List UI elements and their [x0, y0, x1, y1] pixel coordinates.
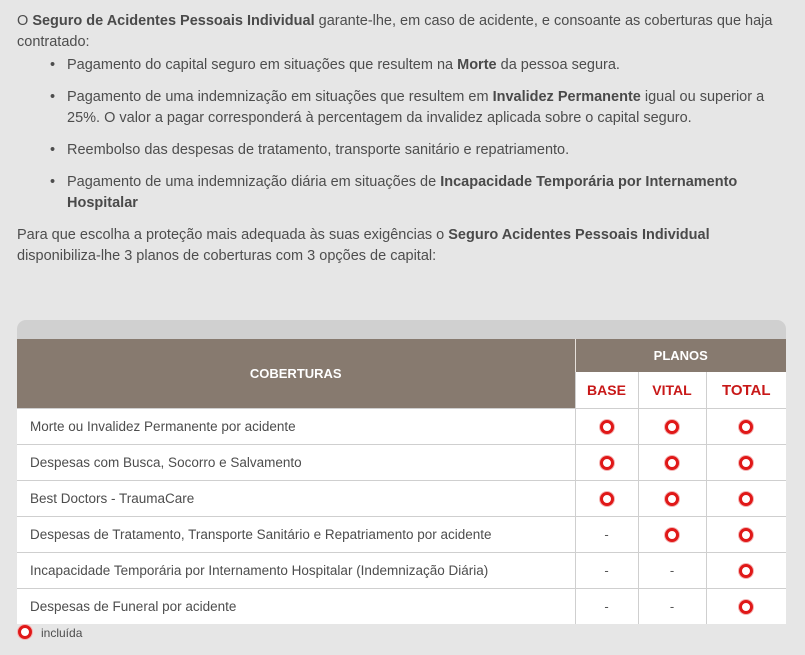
- included-circle-icon: [739, 528, 753, 542]
- coverage-list: [17, 55, 789, 214]
- coverage-name: Despesas de Funeral por acidente: [17, 589, 575, 625]
- included-circle-icon: [739, 456, 753, 470]
- coverage-item: • Pagamento do capital seguro em situações que resultem na Morte da pessoa segura.: [67, 55, 789, 76]
- planos-header: PLANOS: [575, 339, 786, 372]
- table-row: [17, 409, 786, 445]
- plan-cell-total: [706, 589, 786, 625]
- plan-cell-base: [575, 481, 638, 517]
- plan-cell-vital: [638, 517, 706, 553]
- included-circle-icon: [665, 420, 679, 434]
- plan-cell-base: [575, 409, 638, 445]
- included-circle-icon: [665, 528, 679, 542]
- plan-cell-vital: [638, 589, 706, 625]
- plan-cell-base: [575, 445, 638, 481]
- legend-label: incluída: [41, 626, 83, 640]
- plan-cell-base: [575, 517, 638, 553]
- plan-cell-total: [706, 481, 786, 517]
- coverage-name: Despesas de Tratamento, Transporte Sanitário e Repatriamento por acidente: [17, 517, 575, 553]
- table-row: [17, 589, 786, 625]
- plan-cell-base: [575, 553, 638, 589]
- coberturas-header: COBERTURAS: [17, 339, 575, 409]
- included-circle-icon: [739, 492, 753, 506]
- not-included-dash: -: [669, 563, 675, 578]
- plan-cell-vital: [638, 553, 706, 589]
- intro-text: [17, 11, 789, 267]
- plan-cell-vital: [638, 481, 706, 517]
- included-circle-icon: [665, 456, 679, 470]
- not-included-dash: -: [604, 563, 609, 578]
- coverage-item: • Pagamento de uma indemnização diária em situações de Incapacidade Temporária por Internamento Hospitalar: [67, 172, 789, 214]
- included-circle-icon: [739, 600, 753, 614]
- plan-cell-base: [575, 589, 638, 625]
- coverage-item: • Pagamento de uma indemnização em situações que resultem em Invalidez Permanente igual ou superior a 25%. O valor a pagar corresponderá à percentagem da invalidez aplicada sobre o capital seguro.: [67, 87, 789, 129]
- not-included-dash: -: [669, 599, 675, 614]
- plan-total-header: TOTAL: [706, 372, 786, 409]
- plan-cell-total: [706, 409, 786, 445]
- included-circle-icon: [600, 420, 614, 434]
- table-row: [17, 445, 786, 481]
- coverage-name: Incapacidade Temporária por Internamento Hospitalar (Indemnização Diária): [17, 553, 575, 589]
- plan-cell-vital: [638, 445, 706, 481]
- included-circle-icon: [739, 420, 753, 434]
- plan-cell-total: [706, 553, 786, 589]
- included-circle-icon: [18, 625, 32, 639]
- plan-vital-header: VITAL: [638, 372, 706, 409]
- included-circle-icon: [600, 492, 614, 506]
- coverage-name: Morte ou Invalidez Permanente por acidente: [17, 409, 575, 445]
- included-circle-icon: [665, 492, 679, 506]
- intro-paragraph: O Seguro de Acidentes Pessoais Individual garante-lhe, em caso de acidente, e consoante as coberturas que haja contratado:: [17, 13, 773, 50]
- table-row: [17, 553, 786, 589]
- coverage-table: [17, 339, 786, 624]
- plan-cell-total: [706, 445, 786, 481]
- included-circle-icon: [600, 456, 614, 470]
- not-included-dash: -: [604, 599, 609, 614]
- legend: [18, 625, 82, 640]
- coverage-item: • Reembolso das despesas de tratamento, transporte sanitário e repatriamento.: [67, 140, 789, 161]
- plan-cell-total: [706, 517, 786, 553]
- table-row: [17, 481, 786, 517]
- included-circle-icon: [739, 564, 753, 578]
- coverage-name: Despesas com Busca, Socorro e Salvamento: [17, 445, 575, 481]
- not-included-dash: -: [604, 527, 609, 542]
- plans-paragraph: Para que escolha a proteção mais adequada às suas exigências o Seguro Acidentes Pessoais Individual disponibiliza-lhe 3 planos de coberturas com 3 opções de capital:: [17, 227, 710, 264]
- coverage-name: Best Doctors - TraumaCare: [17, 481, 575, 517]
- plan-cell-vital: [638, 409, 706, 445]
- table-row: [17, 517, 786, 553]
- coverage-rows: [17, 409, 786, 625]
- plan-base-header: BASE: [575, 372, 638, 409]
